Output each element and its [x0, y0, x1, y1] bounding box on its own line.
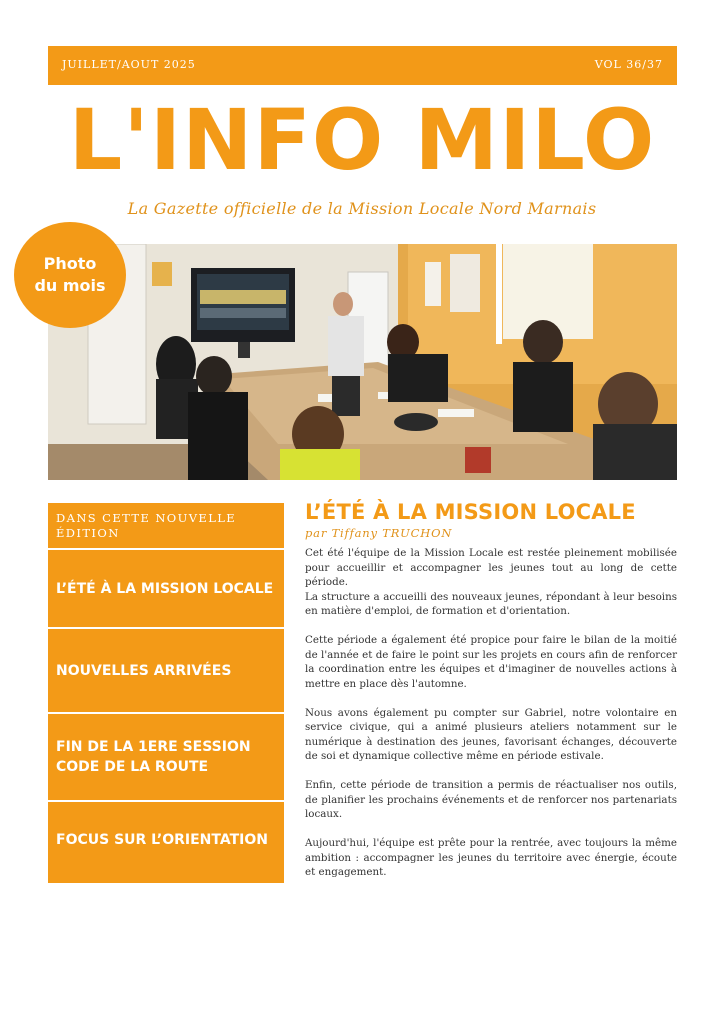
table-of-contents [48, 503, 284, 883]
badge-line-1: Photo [43, 254, 97, 273]
article-paragraph: Enfin, cette période de transition a permis de réactualiser nos outils, de planifier les prochains événements et de renforcer nos partenariats locaux. [305, 779, 677, 820]
issue-banner [48, 46, 677, 85]
masthead-subtitle: La Gazette officielle de la Mission Locale Nord Marnais [127, 199, 597, 218]
article-paragraph: Aujourd'hui, l'équipe est prête pour la rentrée, avec toujours la même ambition : accompagner les jeunes du territoire avec énergie, écoute et engagement. [305, 837, 677, 878]
toc-item-nouvelles-arrivees[interactable]: NOUVELLES ARRIVÉES [48, 629, 284, 714]
photo-of-the-month [48, 244, 677, 480]
main-article [305, 498, 677, 894]
article-byline: par Tiffany TRUCHON [305, 526, 453, 540]
classroom-photo-illustration [48, 244, 677, 480]
masthead-title: L'INFO MILO [68, 91, 656, 189]
toc-item-ete-mission-locale[interactable]: L’ÉTÉ À LA MISSION LOCALE [48, 550, 284, 629]
issue-date: JUILLET/AOUT 2025 [62, 58, 196, 71]
article-paragraph: Cette période a également été propice pour faire le bilan de la moitié de l'année et de faire le point sur les projets en cours afin de renforcer la coordination entre les équipes et d'imaginer de nouvelles actions à mettre en place dès l'automne. [305, 634, 677, 690]
toc-header: DANS CETTE NOUVELLE ÉDITION [48, 503, 284, 550]
toc-item-orientation[interactable]: FOCUS SUR L’ORIENTATION [56, 832, 268, 848]
issue-volume: VOL 36/37 [594, 58, 663, 71]
article-paragraph: Cet été l'équipe de la Mission Locale est restée pleinement mobilisée pour accueillir et accompagner les jeunes tout au long de cette période. La structure a accueilli des nouveaux jeunes, répondant à leur besoins en matière d'emploi, de formation et d'orientation. [305, 547, 677, 617]
article-paragraph: Nous avons également pu compter sur Gabriel, notre volontaire en service civique, qui a animé plusieurs ateliers notamment sur le numérique à destination des jeunes, favorisant échanges, découverte de soi et dynamique collective même en période estivale. [305, 706, 677, 762]
badge-line-2: du mois [34, 276, 106, 295]
photo-of-the-month-badge [14, 222, 126, 328]
toc-item-code-de-la-route[interactable]: FIN DE LA 1ERE SESSION CODE DE LA ROUTE [48, 714, 284, 802]
article-body [305, 546, 677, 880]
article-title: L’ÉTÉ À LA MISSION LOCALE [305, 500, 636, 524]
